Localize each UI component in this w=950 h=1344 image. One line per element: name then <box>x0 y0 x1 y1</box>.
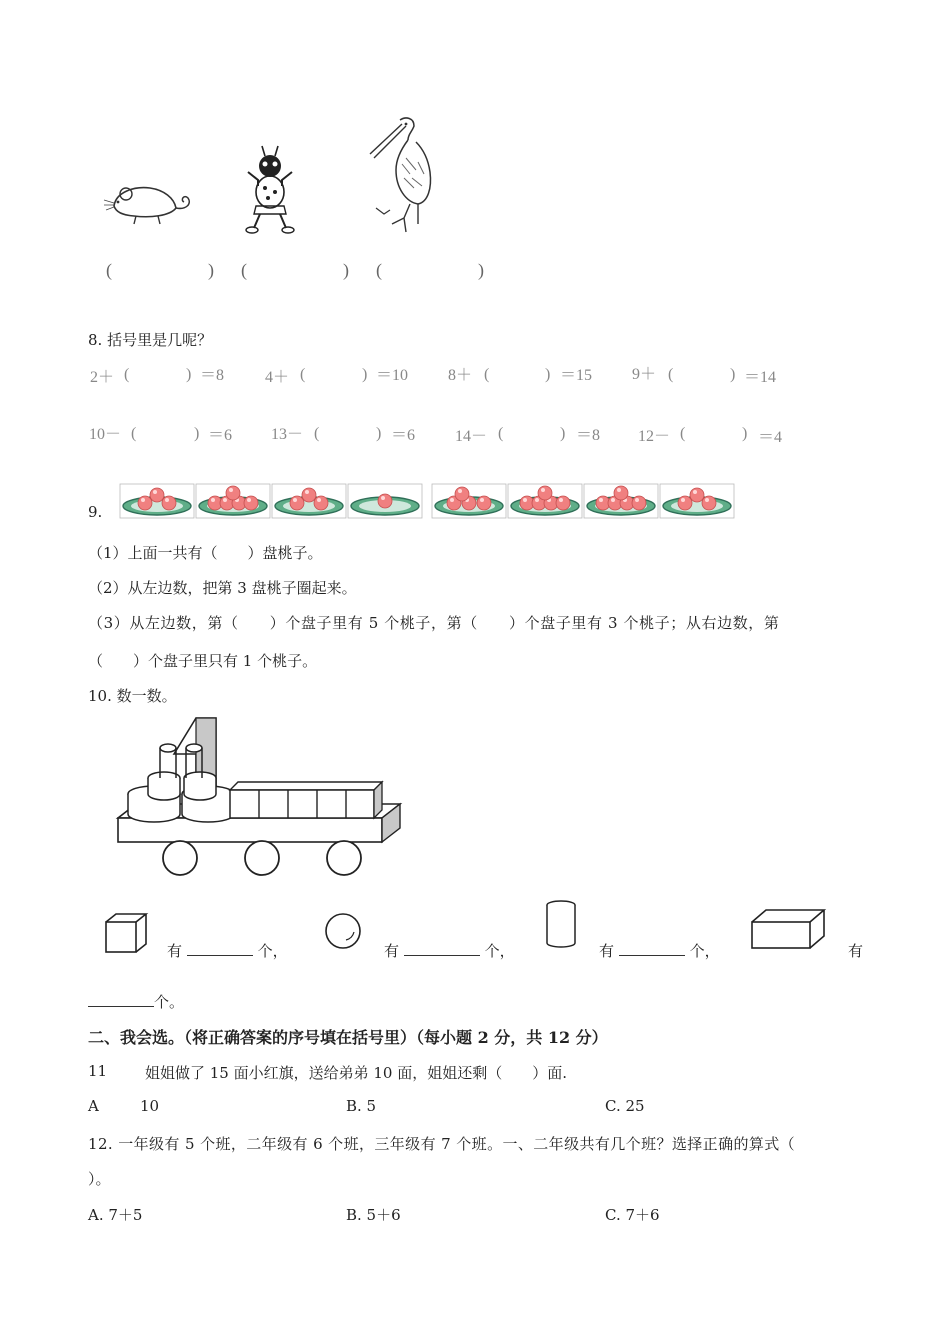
peach-highlight <box>681 498 685 502</box>
peach-plates-row <box>120 476 730 520</box>
peach-highlight <box>535 498 539 502</box>
peach-highlight <box>458 489 462 493</box>
q8-eq1-rparen[interactable]: ) <box>186 366 192 383</box>
q8-eq1-left: 2＋ <box>90 369 115 386</box>
peach-highlight <box>305 490 309 494</box>
peach-icon <box>702 496 716 510</box>
mouse-icon <box>100 172 195 232</box>
ge-word-3: 个， <box>689 942 720 960</box>
peach-plate-8[interactable] <box>660 484 734 518</box>
q11-option-b[interactable]: B. 5 <box>346 1097 377 1115</box>
q8-eq3-left: 8＋ <box>448 367 473 384</box>
ge-word-4: 个。 <box>154 993 185 1011</box>
you-word-2: 有 <box>384 942 400 960</box>
animal-blank-crane[interactable]: ( ) <box>376 260 504 280</box>
block-train-figure <box>112 714 412 878</box>
ge-word-2: 个， <box>484 942 515 960</box>
q9-number: 9. <box>88 503 103 521</box>
peach-highlight <box>165 498 169 502</box>
q8-eq4-left: 9＋ <box>632 366 657 383</box>
peach-icon <box>290 496 304 510</box>
peach-plate-5[interactable] <box>432 484 506 518</box>
q8-eq7-right: ＝8 <box>576 427 601 444</box>
peach-icon <box>614 486 628 500</box>
q12-option-c[interactable]: C. 7＋6 <box>605 1206 660 1224</box>
q8-eq3-right: ＝15 <box>560 367 593 384</box>
peach-icon <box>162 496 176 510</box>
peach-icon <box>477 496 491 510</box>
q8-eq6-left: 13－ <box>271 426 304 443</box>
peach-icon <box>678 496 692 510</box>
q8-eq6-right: ＝6 <box>391 427 416 444</box>
q8-eq4-lparen: ( <box>668 366 674 383</box>
q8-eq5-rparen[interactable]: ) <box>194 425 200 442</box>
q12-text-cont: ）。 <box>88 1170 111 1188</box>
block-train-drawing <box>112 714 412 878</box>
peach-highlight <box>317 498 321 502</box>
q9-sub2: （2）从左边数，把第 3 盘桃子圈起来。 <box>88 579 357 597</box>
q8-eq7-left: 14－ <box>455 428 488 445</box>
cuboid-shape <box>750 908 826 956</box>
peach-plate-4[interactable] <box>348 484 422 518</box>
q8-eq6-lparen: ( <box>314 425 320 442</box>
animal-mouse-picture <box>100 172 195 232</box>
q8-eq3-rparen[interactable]: ) <box>545 366 551 383</box>
q11-option-a-label[interactable]: A <box>88 1097 99 1115</box>
peach-highlight <box>153 490 157 494</box>
cylinder-shape <box>544 900 580 954</box>
peach-icon <box>302 488 316 502</box>
q12-text: 12. 一年级有 5 个班，二年级有 6 个班，三年级有 7 个班。一、二年级共有几个班？选择正确的算式（ <box>88 1135 796 1153</box>
q9-sub1: （1）上面一共有（ ）盘桃子。 <box>88 544 323 562</box>
section2-title: 二、我会选。（将正确答案的序号填在括号里）（每小题 2 分，共 12 分） <box>88 1028 608 1047</box>
q8-eq2-right: ＝10 <box>376 367 409 384</box>
q8-eq8-rparen[interactable]: ) <box>742 425 748 442</box>
peach-icon <box>538 486 552 500</box>
peach-highlight <box>211 498 215 502</box>
peach-highlight <box>229 488 233 492</box>
peach-highlight <box>523 498 527 502</box>
cuboid-icon <box>750 908 826 952</box>
q8-eq8-lparen: ( <box>680 425 686 442</box>
q12-option-a[interactable]: A. 7＋5 <box>88 1206 143 1224</box>
q8-eq4-right: ＝14 <box>744 369 777 386</box>
peach-icon <box>378 494 392 508</box>
q8-eq1-right: ＝8 <box>200 367 225 384</box>
count-cylinder-label <box>599 940 720 961</box>
peach-highlight <box>141 498 145 502</box>
cube-icon <box>104 912 148 954</box>
animal-blank-mouse[interactable]: ( ) <box>106 260 234 280</box>
peach-icon <box>226 486 240 500</box>
count-cube-label <box>167 940 288 961</box>
q8-eq2-rparen[interactable]: ) <box>362 366 368 383</box>
you-word-3: 有 <box>599 942 615 960</box>
sphere-count-blank[interactable] <box>404 955 480 956</box>
q8-eq8-right: ＝4 <box>758 429 783 446</box>
peach-highlight <box>247 498 251 502</box>
q11-option-a-value[interactable]: 10 <box>140 1097 160 1115</box>
q10-title: 10. 数一数。 <box>88 687 177 705</box>
q8-eq3-lparen: ( <box>484 366 490 383</box>
q9-sub3a: （3）从左边数，第（ ）个盘子里有 5 个桃子，第（ ）个盘子里有 3 个桃子；从右边数，第 <box>88 614 780 632</box>
crane-icon <box>362 114 442 236</box>
q8-title: 8. 括号里是几呢？ <box>88 331 213 349</box>
peach-highlight <box>705 498 709 502</box>
q8-eq4-rparen[interactable]: ) <box>730 366 736 383</box>
peach-icon <box>690 488 704 502</box>
q8-eq1-lparen: ( <box>124 366 130 383</box>
sphere-icon <box>324 912 364 952</box>
peach-icon <box>455 487 469 501</box>
peach-plate-1[interactable] <box>120 484 194 518</box>
count-sphere-label <box>384 940 515 961</box>
q8-eq7-rparen[interactable]: ) <box>560 425 566 442</box>
cube-shape <box>104 912 148 958</box>
q8-eq7-lparen: ( <box>498 425 504 442</box>
peach-highlight <box>599 498 603 502</box>
peach-highlight <box>693 490 697 494</box>
peach-highlight <box>223 498 227 502</box>
q8-eq2-left: 4＋ <box>265 369 290 386</box>
peach-highlight <box>480 498 484 502</box>
peach-highlight <box>611 498 615 502</box>
peach-highlight <box>617 488 621 492</box>
animal-ladybug-picture <box>238 142 302 234</box>
q8-eq5-left: 10－ <box>89 426 122 443</box>
peach-highlight <box>541 488 545 492</box>
peach-plate-3[interactable] <box>272 484 346 518</box>
peach-icon <box>314 496 328 510</box>
q8-eq5-lparen: ( <box>131 425 137 442</box>
peach-icon <box>244 496 258 510</box>
sphere-shape <box>324 912 364 956</box>
peach-plate-7[interactable] <box>584 484 658 518</box>
count-cuboid-label <box>88 991 184 1012</box>
q12-option-b[interactable]: B. 5＋6 <box>346 1206 401 1224</box>
cylinder-count-blank[interactable] <box>619 955 685 956</box>
q9-sub3b: （ ）个盘子里只有 1 个桃子。 <box>88 652 318 670</box>
ge-word-1: 个， <box>257 942 288 960</box>
cuboid-count-blank[interactable] <box>88 1006 154 1007</box>
q8-eq2-lparen: ( <box>300 366 306 383</box>
animal-crane-picture <box>362 114 442 236</box>
peach-plate-2[interactable] <box>196 484 270 518</box>
you-word-1: 有 <box>167 942 183 960</box>
peach-highlight <box>381 496 385 500</box>
peach-icon <box>150 488 164 502</box>
peach-highlight <box>293 498 297 502</box>
peach-plate-6[interactable] <box>508 484 582 518</box>
q8-eq5-right: ＝6 <box>208 427 233 444</box>
cube-count-blank[interactable] <box>187 955 253 956</box>
peach-icon <box>556 496 570 510</box>
peach-highlight <box>635 498 639 502</box>
cylinder-icon <box>544 900 580 950</box>
you-word-4: 有 <box>848 942 864 960</box>
q11-text: 姐姐做了 15 面小红旗，送给弟弟 10 面，姐姐还剩（ ）面. <box>145 1064 568 1082</box>
q8-eq8-left: 12－ <box>638 428 671 445</box>
q11-number: 11 <box>88 1062 108 1080</box>
peach-icon <box>632 496 646 510</box>
peach-highlight <box>450 498 454 502</box>
peach-highlight <box>559 498 563 502</box>
peach-plates-figure <box>120 476 730 520</box>
animal-blank-ladybug[interactable]: ( ) <box>241 260 369 280</box>
ladybug-icon <box>238 142 302 234</box>
peach-icon <box>138 496 152 510</box>
q11-option-c[interactable]: C. 25 <box>605 1097 645 1115</box>
q8-eq6-rparen[interactable]: ) <box>376 425 382 442</box>
